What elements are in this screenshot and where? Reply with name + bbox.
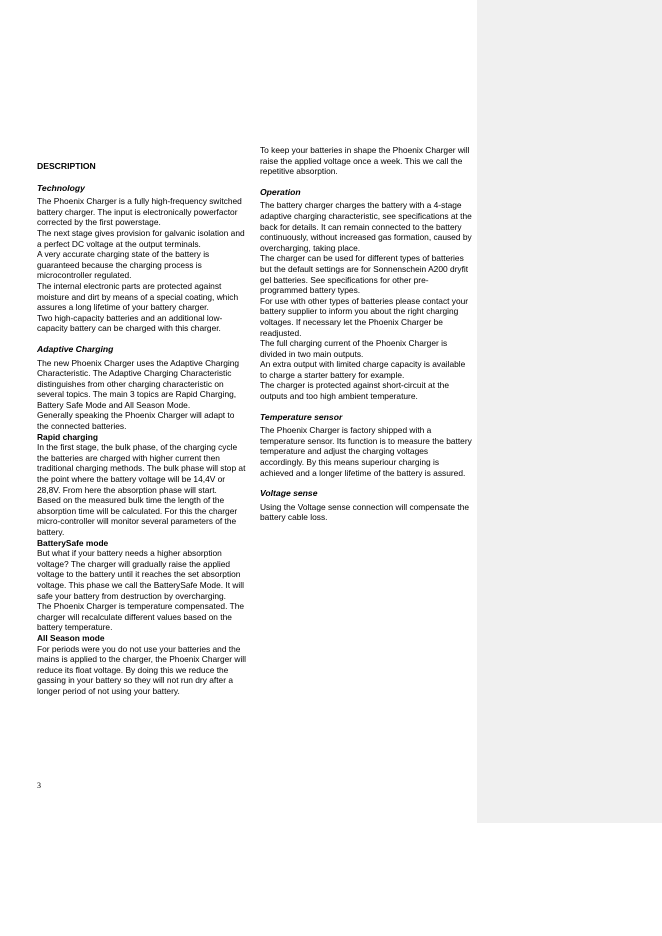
operation-paragraph: The battery charger charges the battery with a 4-stage adaptive charging characteristic, see specifications at the back for details. It can remain connected to the battery continuously, without increased gas formation, caused by overcharging, taking place. — [260, 200, 472, 253]
all-season-paragraph: For periods were you do not use your batteries and the mains is applied to the charger, the Phoenix Charger will reduce its float voltage. By doing this we reduce the gassing in your battery so they will not run dry after a longer period of not using your battery. — [37, 643, 247, 696]
operation-heading: Operation — [260, 186, 301, 197]
page-number: 3 — [37, 781, 41, 790]
voltage-sense-heading: Voltage sense — [260, 488, 318, 499]
rapid-paragraph: In the first stage, the bulk phase, of the charging cycle the batteries are charged with higher current then traditional charging methods. The bulk phase will stop at the point where the battery voltage will be 14,4V or 28,8V. From here the absorption phase will start. — [37, 442, 246, 495]
right-column — [260, 145, 472, 523]
batterysafe-heading: BatterySafe mode — [37, 537, 109, 548]
adaptive-charging-heading: Adaptive Charging — [37, 343, 114, 354]
voltage-paragraph: Using the Voltage sense connection will compensate the battery cable loss. — [260, 501, 470, 523]
all-season-heading: All Season mode — [37, 632, 105, 643]
temperature-paragraph: The Phoenix Charger is factory shipped with a temperature sensor. Its function is to measure the battery temperature and adjust the charging voltages accordingly. By this means superiour charging is achieved and a longer lifetime of the battery is assured. — [260, 425, 472, 478]
technology-paragraph: A very accurate charging state of the battery is guaranteed because the charging process is microcontroller regulated. — [37, 249, 210, 281]
technology-paragraph: The internal electronic parts are protected against moisture and dirt by means of a special coating, which assures a long lifetime of your battery charger. — [37, 280, 239, 313]
comment-pane — [477, 0, 662, 823]
operation-paragraph: The charger can be used for different types of batteries but the default settings are for Sonnenschein A200 dryfit gel batteries. See specifications for other pre-programmed battery types. — [260, 253, 469, 296]
operation-paragraph: The full charging current of the Phoenix Charger is divided in two main outputs. — [260, 338, 448, 359]
operation-paragraph: For use with other types of batteries please contact your battery supplier to inform you about the right charging voltages. If necessary let the Phoenix Charger be readjusted. — [260, 295, 469, 338]
temperature-sensor-heading: Temperature sensor — [260, 411, 343, 422]
technology-paragraph: The next stage gives provision for galvanic isolation and a perfect DC voltage at the output terminals. — [37, 227, 245, 249]
intro-paragraph: To keep your batteries in shape the Phoenix Charger will raise the applied voltage once a week. This we call the repetitive absorption. — [260, 145, 470, 177]
adaptive-paragraph: The new Phoenix Charger uses the Adaptive Charging Characteristic. The Adaptive Charging Characteristic distinguishes from other charging characteristic on several topics. The main 3 topics are Rapid Charging, Battery Safe Mode and All Season Mode. — [37, 357, 240, 410]
left-column — [37, 161, 247, 697]
rapid-charging-heading: Rapid charging — [37, 431, 98, 442]
batterysafe-paragraph: The Phoenix Charger is temperature compensated. The charger will recalculate different values based on the battery temperature. — [37, 601, 245, 633]
technology-heading: Technology — [37, 182, 85, 193]
operation-paragraph: An extra output with limited charge capacity is available to charge a starter battery for example. — [260, 359, 466, 380]
technology-paragraph: The Phoenix Charger is a fully high-frequency switched battery charger. The input is electronically powerfactor corrected by the first powerstage. — [37, 196, 242, 228]
rapid-paragraph: Based on the measured bulk time the length of the absorption time will be calculated. For this the charger micro-controller will monitor several parameters of the battery. — [37, 495, 238, 537]
batterysafe-paragraph: But what if your battery needs a higher absorption voltage? The charger will gradually raise the applied voltage to the battery until it reaches the set absorption voltage. This phase we call the BatterySafe Mode. It will safe your battery from destruction by overcharging. — [37, 548, 244, 601]
description-heading: DESCRIPTION — [37, 161, 96, 171]
adaptive-paragraph: Generally speaking the Phoenix Charger will adapt to the connected batteries. — [37, 410, 235, 432]
technology-paragraph: Two high-capacity batteries and an additional low-capacity battery can be charged with this charger. — [37, 312, 223, 334]
operation-paragraph: The charger is protected against short-circuit at the outputs and too high ambient temperature. — [260, 380, 449, 402]
